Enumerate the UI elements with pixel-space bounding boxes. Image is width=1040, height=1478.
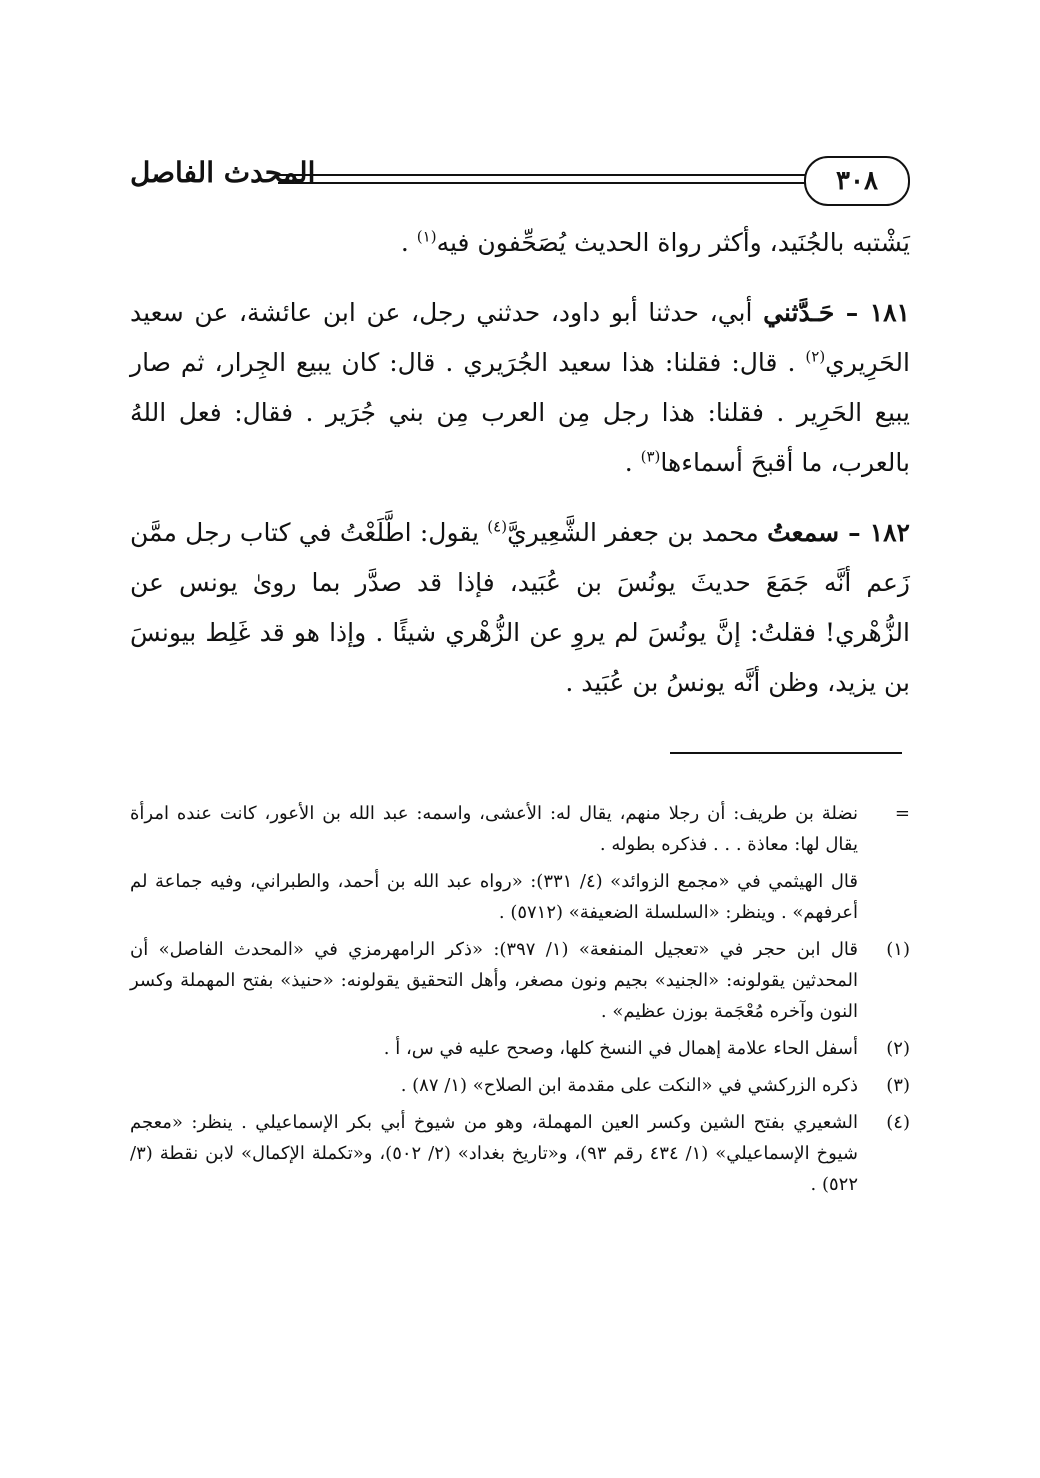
footnote-marker: (٤) [886,1112,910,1133]
footnote-text: قال الهيثمي في «مجمع الزوائد» (٤/ ٣٣١): «رواه عبد الله بن أحمد، والطبراني، وفيه جماعة لم أعرفهم» . وينظر: «السلسلة الضعيفة» (٥٧١٢) . [130,871,858,923]
paragraph-text: محمد بن جعفر الشَّعِيريَّ [507,518,768,547]
intro-text: يَشْتبه بالجُنَيد، وأكثر رواة الحديث يُصَحِّفون فيه [436,228,910,257]
footnote-ref: (١) [416,227,437,246]
page-number-badge: ٣٠٨ [804,156,910,206]
footnote-item [130,798,910,860]
footnote-item [130,1070,910,1101]
paragraph-text: . قال: فقلنا: هذا سعيد الجُرَيري . قال: كان يبيع الجِرار، ثم صار يبيع الحَرِير . فقلنا: هذا رجل مِن العرب مِن بني جُرَير . فقال: فعل اللهُ بالعرب، ما أقبحَ أسماءها [130,348,910,477]
paragraph-end: . [624,448,641,477]
footnote-text: نضلة بن طريف: أن رجلا منهم، يقال له: الأعشى، واسمه: عبد الله بن الأعور، كانت عنده امرأة يقال لها: معاذة . . . فذكره بطوله . [130,803,858,855]
footnote-ref: (٢) [805,347,826,366]
running-title: المحدث الفاصل [130,156,316,189]
paragraph-text: يقول: اطَّلَعْتُ في كتاب رجل ممَّن زَعم أنَّه جَمَعَ حديثَ يونُسَ بن عُبَيد، فإذا قد صدَّر بما روىٰ يونس عن الزُّهْري! فقلتُ: إنَّ يونُسَ لم يروِ عن الزُّهْري شيئًا . وإذا هو قد غَلِط بيونسَ بن يزيد، وظن أنَّه يونسُ بن عُبَيد . [130,518,910,697]
paragraph-lead: ١٨٢ – سمعتُ [767,518,910,547]
paragraph-lead: ١٨١ – حَـدَّثني [763,298,910,327]
footnote-item [130,1107,910,1200]
header-rule [278,174,806,176]
footnote-item [130,866,910,928]
footnote-marker: (١) [886,939,910,960]
paragraph-181 [130,288,910,488]
footnote-item [130,1033,910,1064]
main-text [130,218,910,708]
header-rule [278,182,806,184]
footnote-text: قال ابن حجر في «تعجيل المنفعة» (١/ ٣٩٧): «ذكر الرامهرمزي في «المحدث الفاصل» أن المحدثين يقولونه: «الجنيد» بجيم ونون مصغر، وأهل التحقيق يقولونه: «حنيذ» بفتح المهملة وكسر النون وآخره مُعْجَمة بوزن عظيم» . [130,939,858,1022]
footnote-marker: = [894,803,910,824]
footnote-text: أسفل الحاء علامة إهمال في النسخ كلها، وصحح عليه في س، أ . [383,1038,858,1059]
footnotes [130,798,910,1206]
paragraph-text: أبي، حدثنا أبو داود، حدثني رجل، عن ابن عائشة، عن سعيد الحَرِيري [130,298,910,377]
footnote-text: ذكره الزركشي في «النكت على مقدمة ابن الصلاح» (١/ ٨٧) . [400,1075,858,1096]
footnote-marker: (٢) [886,1038,910,1059]
footnote-ref: (٣) [640,447,661,466]
footnote-marker: (٣) [886,1075,910,1096]
intro-end: . [400,228,417,257]
paragraph-182 [130,508,910,708]
footnote-separator [670,752,902,754]
footnote-ref: (٤) [487,517,508,536]
footnote-item [130,934,910,1027]
footnote-text: الشعيري بفتح الشين وكسر العين المهملة، وهو من شيوخ أبي بكر الإسماعيلي . ينظر: «معجم شيوخ الإسماعيلي» (١/ ٤٣٤ رقم ٩٣)، و«تاريخ بغداد» (٢/ ٥٠٢)، و«تكملة الإكمال» لابن نقطة (٣/ ٥٢٢) . [130,1112,858,1195]
intro-paragraph [130,218,910,268]
page-header [130,152,910,212]
